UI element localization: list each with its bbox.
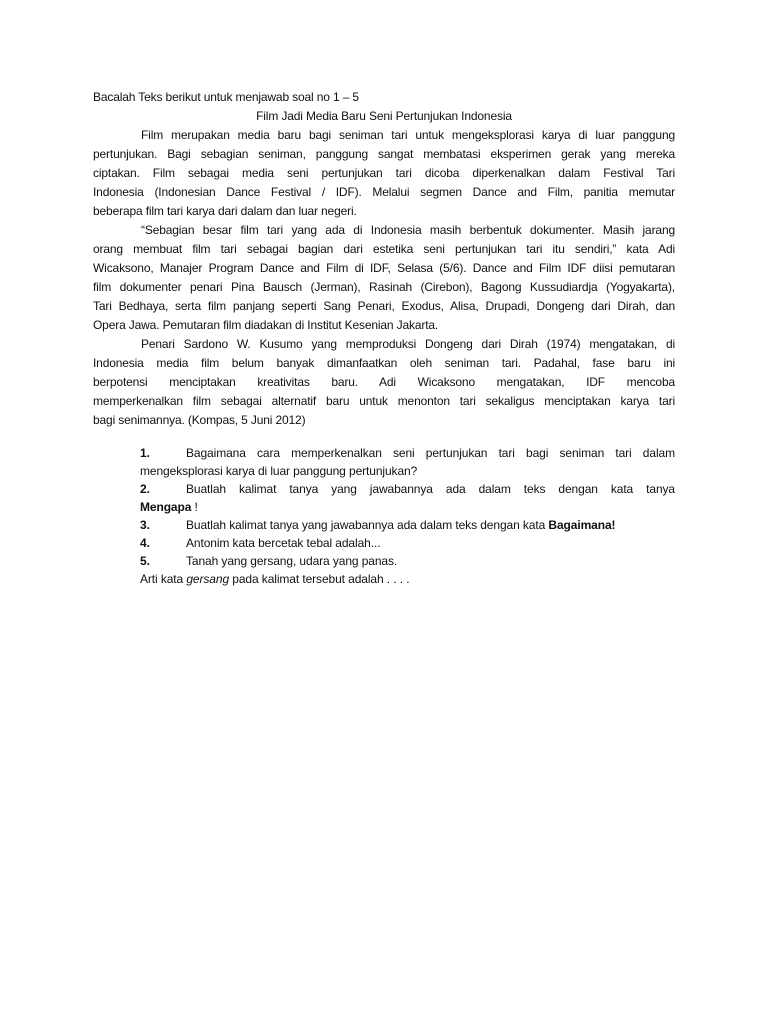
bold-word: Bagaimana! <box>548 518 616 532</box>
question-text: Arti kata <box>140 572 187 586</box>
question-2-continued <box>140 498 675 516</box>
question-text: Bagaimana cara memperkenalkan seni pertunjukan tari bagi seniman tari dalam <box>186 446 675 460</box>
text-line: Tari Bedhaya, serta film panjang seperti Sang Penari, Exodus, Alisa, Drupadi, Dongeng dari Dirah, dan <box>93 299 675 313</box>
reading-passage <box>93 88 675 430</box>
bold-word: Mengapa <box>140 500 192 514</box>
text-line: “Sebagian besar film tari yang ada di Indonesia masih berbentuk dokumenter. Masih jarang <box>141 223 675 237</box>
text-line: orang membuat film tari sebagai bagian dari estetika seni pertunjukan tari itu sendiri,” kata Adi <box>93 242 675 256</box>
text-line: berpotensi menciptakan kreativitas baru. Adi Wicaksono mengatakan, IDF mencoba <box>93 375 675 389</box>
instruction: Bacalah Teks berikut untuk menjawab soal no 1 – 5 <box>93 90 359 104</box>
question-number: 5. <box>140 554 150 568</box>
question-5 <box>140 552 675 570</box>
question-4 <box>140 534 675 552</box>
question-text: Buatlah kalimat tanya yang jawabannya ada dalam teks dengan kata <box>186 518 549 532</box>
text-line: Indonesia (Indonesian Dance Festival / IDF). Melalui segmen Dance and Film, panitia memutar <box>93 185 675 199</box>
text-line: Film merupakan media baru bagi seniman tari untuk mengeksplorasi karya di luar panggung <box>141 128 675 142</box>
question-number: 3. <box>140 518 150 532</box>
question-3 <box>140 516 675 534</box>
question-list <box>140 444 675 588</box>
question-text: Antonim kata bercetak tebal adalah... <box>186 536 381 550</box>
question-number: 1. <box>140 446 150 460</box>
text-line: Wicaksono, Manajer Program Dance and Film di IDF, Selasa (5/6). Dance and Film IDF diisi pemutaran <box>93 261 675 275</box>
question-text: Buatlah kalimat tanya yang jawabannya ada dalam teks dengan kata tanya <box>186 482 675 496</box>
text-line: ciptakan. Film sebagai media seni pertunjukan tari dicoba diperkenalkan dalam Festival Tari <box>93 166 675 180</box>
text-line: beberapa film tari karya dari dalam dan luar negeri. <box>93 204 357 218</box>
question-5-continued <box>140 570 675 588</box>
paragraph-2 <box>93 221 675 335</box>
question-1 <box>140 444 675 462</box>
paragraph-1 <box>93 126 675 221</box>
italic-word: gersang <box>186 572 230 586</box>
text-line: Indonesia media film belum banyak dimanfaatkan oleh seniman tari. Padahal, fase baru ini <box>93 356 675 370</box>
text-line: film dokumenter penari Pina Bausch (Jerman), Rasinah (Cirebon), Bagong Kussudiardja (Yogyakarta), <box>93 280 675 294</box>
paragraph-3 <box>93 335 675 430</box>
text-line: pertunjukan. Bagi sebagian seniman, panggung sangat membatasi eksperimen gerak yang mereka <box>93 147 675 161</box>
question-text: pada kalimat tersebut adalah . . . . <box>229 572 410 586</box>
passage-title: Film Jadi Media Baru Seni Pertunjukan Indonesia <box>256 109 512 123</box>
question-number: 4. <box>140 536 150 550</box>
question-2 <box>140 480 675 498</box>
text-line: Opera Jawa. Pemutaran film diadakan di Institut Kesenian Jakarta. <box>93 318 439 332</box>
text-line: Penari Sardono W. Kusumo yang memproduksi Dongeng dari Dirah (1974) mengatakan, di <box>141 337 675 351</box>
question-text: Tanah yang gersang, udara yang panas. <box>186 554 398 568</box>
question-text: ! <box>191 500 198 514</box>
question-number: 2. <box>140 482 150 496</box>
question-1-continued: mengeksplorasi karya di luar panggung pertunjukan? <box>140 464 418 478</box>
text-line: memperkenalkan film sebagai alternatif baru untuk menonton tari sekaligus menciptakan karya tari <box>93 394 675 408</box>
text-line: bagi senimannya. (Kompas, 5 Juni 2012) <box>93 413 306 427</box>
